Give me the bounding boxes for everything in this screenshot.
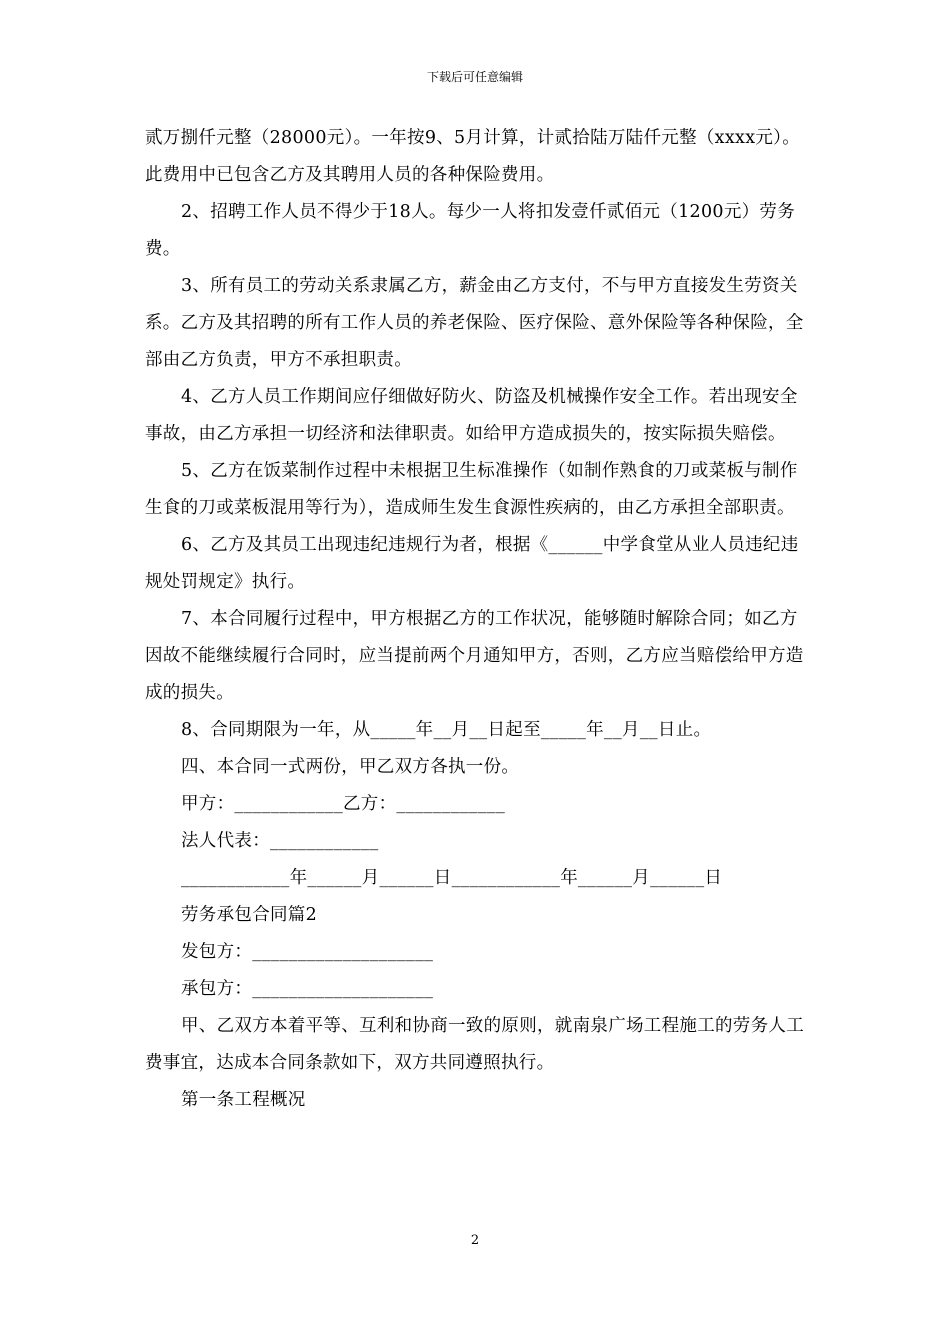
contractor-line: 承包方：____________________ — [181, 979, 434, 999]
page-number: 2 — [470, 1233, 480, 1248]
paragraph-section-4: 四、本合同一式两份，甲乙双方各执一份。 — [181, 757, 520, 777]
section-heading-contract-2: 劳务承包合同篇2 — [181, 905, 318, 925]
legal-representative-line: 法人代表：____________ — [181, 831, 379, 851]
paragraph-clause-3: 3、所有员工的劳动关系隶属乙方，薪金由乙方支付，不与甲方直接发生劳资关系。乙方及其招聘的所有工作人员的养老保险、医疗保险、意外保险等各种保险，全部由乙方负责，甲方不承担职责。 — [145, 276, 804, 370]
paragraph-clause-5: 5、乙方在饭菜制作过程中未根据卫生标准操作（如制作熟食的刀或菜板与制作生食的刀或菜板混用等行为），造成师生发生食源性疾病的，由乙方承担全部职责。 — [145, 461, 798, 518]
paragraph-clause-4: 4、乙方人员工作期间应仔细做好防火、防盗及机械操作安全工作。若出现安全事故，由乙方承担一切经济和法律职责。如给甲方造成损失的，按实际损失赔偿。 — [145, 387, 798, 444]
signature-date-line: ____________年______月______日____________年______月______日 — [181, 868, 723, 888]
page-header: 下载后可任意编辑 — [426, 70, 523, 84]
paragraph-clause-7: 7、本合同履行过程中，甲方根据乙方的工作状况，能够随时解除合同；如乙方因故不能继续履行合同时，应当提前两个月通知甲方，否则，乙方应当赔偿给甲方造成的损失。 — [145, 609, 804, 703]
paragraph-clause-6: 6、乙方及其员工出现违纪违规行为者，根据《______中学食堂从业人员违纪违规处罚规定》执行。 — [145, 535, 799, 592]
paragraph-fee-continuation: 贰万捌仟元整（28000元）。一年按9、5月计算，计贰拾陆万陆仟元整（xxxx元）。此费用中已包含乙方及其聘用人员的各种保险费用。 — [145, 128, 801, 185]
employer-line: 发包方：____________________ — [181, 942, 434, 962]
paragraph-preamble: 甲、乙双方本着平等、互利和协商一致的原则，就南泉广场工程施工的劳务人工费事宜，达成本合同条款如下，双方共同遵照执行。 — [145, 1016, 804, 1073]
paragraph-clause-2: 2、招聘工作人员不得少于18人。每少一人将扣发壹仟贰佰元（1200元）劳务费。 — [145, 202, 796, 259]
paragraph-clause-8: 8、合同期限为一年，从_____年__月__日起至_____年__月__日止。 — [181, 720, 712, 740]
article-1-heading: 第一条工程概况 — [181, 1090, 306, 1110]
document-body — [145, 120, 807, 1119]
signature-parties-line: 甲方：____________乙方：____________ — [181, 794, 505, 814]
